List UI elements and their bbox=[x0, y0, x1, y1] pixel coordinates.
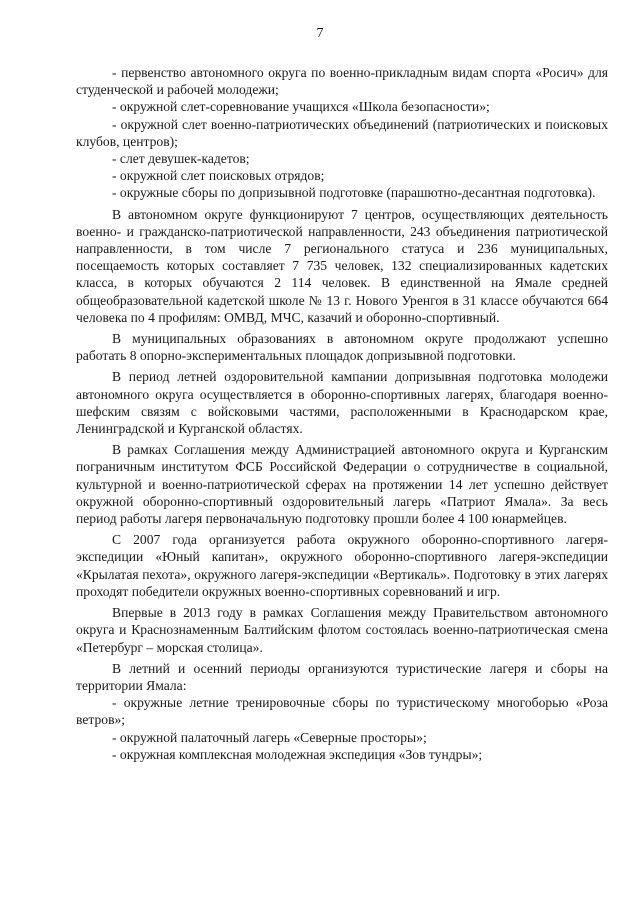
list-item-patriotic-rally: - окружной слет военно-патриотических объединений (патриотических и поисковых клубов, центров); bbox=[76, 116, 608, 149]
page-number: 7 bbox=[316, 26, 324, 41]
list-item-rosich: - первенство автономного округа по военно-прикладным видам спорта «Росич» для студенческой и рабочей молодежи; bbox=[76, 65, 608, 98]
paragraph-expeditions: С 2007 года организуется работа окружного оборонно-спортивного лагеря-экспедиции «Юный капитан», окружного оборонно-спортивного лагеря-экспедиции «Крылатая пехота», окружного лагеря-экспедиции «Вертикаль». Подготовку в этих лагерях проходят победители окружных военно-спортивных соревнований и игр. bbox=[76, 532, 608, 599]
paragraph-experimental-sites: В муниципальных образованиях в автономном округе продолжают успешно работать 8 опорно-экспериментальных площадок допризывной подготовки. bbox=[76, 331, 608, 364]
paragraph-baltic-fleet: Впервые в 2013 году в рамках Соглашения между Правительством автономного округа и Краснознаменным Балтийским флотом состоялась военно-патриотическая смена «Петербург – морская столица». bbox=[76, 605, 608, 655]
document-body bbox=[76, 64, 608, 763]
list-item-search-squads: - окружной слет поисковых отрядов; bbox=[112, 168, 325, 184]
paragraph-centers: В автономном округе функционируют 7 центров, осуществляющих деятельность военно- и гражданско-патриотической направленности, 243 объединения патриотической направленности, в том числе 7 регионального статуса и 236 муниципальных, посещаемость которых составляет 7 735 человек, 132 специализированных кадетских класса, в которых обучаются 2 114 человек. В единственной на Ямале средней общеобразовательной кадетской школе № 13 г. Нового Уренгоя в 31 классе обучаются 664 человека по 4 профилям: ОМВД, МЧС, казачий и оборонно-спортивный. bbox=[76, 206, 608, 325]
list-item-zov-tundry: - окружная комплексная молодежная экспедиция «Зов тундры»; bbox=[112, 746, 483, 762]
list-item-northern-spaces: - окружной палаточный лагерь «Северные просторы»; bbox=[112, 729, 427, 745]
paragraph-tourist-camps: В летний и осенний периоды организуются туристические лагеря и сборы на территории Ямала: bbox=[76, 660, 608, 693]
paragraph-summer-camps: В период летней оздоровительной кампании допризывная подготовка молодежи автономного округа осуществляется в оборонно-спортивных лагерях, благодаря военно-шефским связям с войсковыми частями, расположенными в Краснодарском крае, Ленинградской и Курганской областях. bbox=[76, 369, 608, 437]
paragraph-patriot-yamala: В рамках Соглашения между Администрацией автономного округа и Курганским пограничным институтом ФСБ Российской Федерации о сотрудничестве в социальной, культурной и военно-патриотической сферах на протяжении 14 лет успешно действует окружной оборонно-спортивный оздоровительный лагерь «Патриот Ямала». За весь период работы лагеря первоначальную подготовку прошли более 4 100 юнармейцев. bbox=[76, 442, 608, 527]
list-item-girls-cadets: - слет девушек-кадетов; bbox=[112, 151, 250, 167]
list-item-pre-conscription-camp: - окружные сборы по допризывной подготовке (парашютно-десантная подготовка). bbox=[112, 185, 596, 201]
list-item-school-of-safety: - окружной слет-соревнование учащихся «Школа безопасности»; bbox=[112, 99, 490, 115]
list-item-roza-vetrov: - окружные летние тренировочные сборы по туристическому многоборью «Роза ветров»; bbox=[76, 695, 608, 728]
